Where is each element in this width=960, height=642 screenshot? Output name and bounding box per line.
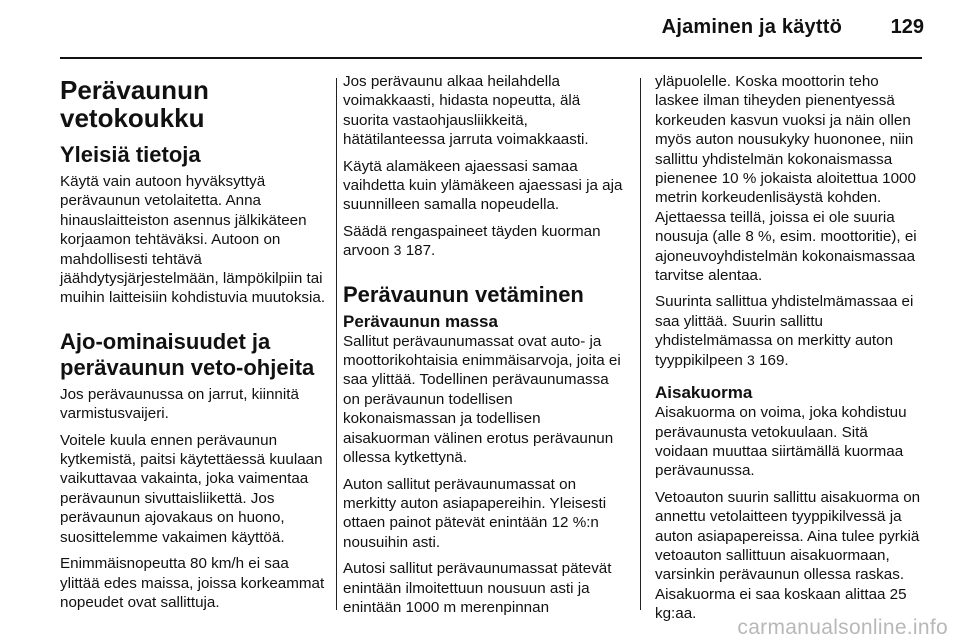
subsection-heading-drawbar-load: Aisakuorma	[655, 383, 753, 403]
page-ref-link[interactable]: 169.	[759, 351, 789, 369]
page-ref-link[interactable]: 187.	[405, 242, 436, 260]
page-header	[0, 0, 960, 58]
page-ref-icon: 3	[393, 242, 402, 259]
paragraph-with-ref	[343, 222, 625, 261]
section-heading-general: Yleisiä tietoja	[60, 142, 201, 167]
column-2	[343, 72, 625, 616]
paragraph: Autosi sallitut perävaunumassat pätevät enintään ilmoitettuun nousuun asti ja enintään 1000 m merenpinnan	[343, 560, 612, 616]
paragraph-with-ref	[655, 292, 923, 370]
paragraph: Vetoauton suurin sallittu aisakuorma on annettu vetolaitteen tyyppikilvessä ja auton asiapapereissa. Aina tulee pyrkiä vetoauton sallittuun aisakuormaan, varsinkin perävaunun ollessa raskas. Aisakuorma ei saa koskaan alittaa 25 kg:aa.	[655, 488, 921, 623]
watermark: carmanualsonline.info	[737, 616, 948, 639]
paragraph: Enimmäisnopeutta 80 km/h ei saa ylittää edes maissa, joissa korkeammat nopeudet ovat sallittuja.	[60, 555, 325, 611]
chapter-title: Ajaminen ja käyttö	[661, 16, 842, 38]
paragraph: yläpuolelle. Koska moottorin teho laskee ilman tiheyden pienentyessä korkeuden kasvun vuoksi ja näin ollen myös auton nousukyky huononee, niin sallittu yhdistelmän kokonaismassa pienenee 10 % jokaista aloitettua 1000 metrin korkeudenlisäystä kohden. Ajettaessa teillä, joissa ei ole suuria nousuja (alle 8 %, esim. moottoritie), ei ajoneuvoyhdistelmän kokonaismassaa tarvitse alentaa.	[655, 73, 917, 285]
paragraph-text: Säädä rengaspaineet täyden kuorman arvoon	[343, 222, 601, 260]
column-divider-1	[336, 78, 337, 610]
paragraph: Voitele kuula ennen perävaunun kytkemistä, paitsi käytettäessä kuulaan vaikuttavaa vakainta, joka vaimentaa perävaunun sivuttaisliikettä. Jos perävaunun ajovakaus on huono, suosittelemme vakaimen käyttöä.	[60, 431, 323, 546]
column-3	[655, 72, 923, 623]
column-divider-2	[640, 78, 641, 610]
paragraph: Sallitut perävaunumassat ovat auto- ja moottorikohtaisia enimmäisarvoja, joita ei saa ylittää. Todellinen perävaunumassa on perävaunun todellisen kokonaismassan ja todellisen aisakuorman välinen erotus perävaunun ollessa kytkettynä.	[343, 332, 621, 467]
subsection-heading-trailer-mass: Perävaunun massa	[343, 311, 498, 331]
paragraph: Käytä alamäkeen ajaessasi samaa vaihdetta kuin ylämäkeen ajaessasi ja aja suunnilleen samalla nopeudella.	[343, 157, 623, 214]
paragraph: Käytä vain autoon hyväksyttyä perävaunun vetolaitetta. Anna hinauslaitteiston asennus jälkikäteen korjaamon tehtäväksi. Autoon on mahdollisesti tehtävä jäähdytysjärjestelmään, lämpökilpiin tai muihin laitteisiin kohdistuvia muutoksia.	[60, 173, 326, 307]
paragraph: Jos perävaunussa on jarrut, kiinnitä varmistusvaijeri.	[60, 385, 299, 423]
column-1	[60, 72, 332, 612]
page-ref-icon: 3	[747, 351, 755, 368]
main-heading: Perävaunun vetokoukku	[60, 75, 209, 133]
paragraph: Aisakuorma on voima, joka kohdistuu perävaunusta vetokuulaan. Sitä voidaan muuttaa siirtämällä kuormaa perävaunussa.	[655, 404, 907, 480]
section-heading-towing: Perävaunun vetäminen	[343, 281, 584, 307]
paragraph: Jos perävaunu alkaa heilahdella voimakkaasti, hidasta nopeutta, älä suorita vastaohjausliikkeitä, hätätilanteessa jarruta voimakkaasti.	[343, 73, 589, 149]
paragraph: Auton sallitut perävaunumassat on merkitty auton asiapapereihin. Yleisesti ottaen painot pätevät enintään 12 %:n nousuihin asti.	[343, 475, 607, 551]
page-number: 129	[890, 16, 924, 38]
section-heading-driving: Ajo-ominaisuudet ja perävaunun veto-ohjeita	[60, 328, 315, 380]
header-rule	[60, 57, 922, 59]
paragraph-text: Suurinta sallittua yhdistelmämassaa ei saa ylittää. Suurin sallittu yhdistelmämassa on merkitty auton tyyppikilpeen	[655, 293, 914, 369]
